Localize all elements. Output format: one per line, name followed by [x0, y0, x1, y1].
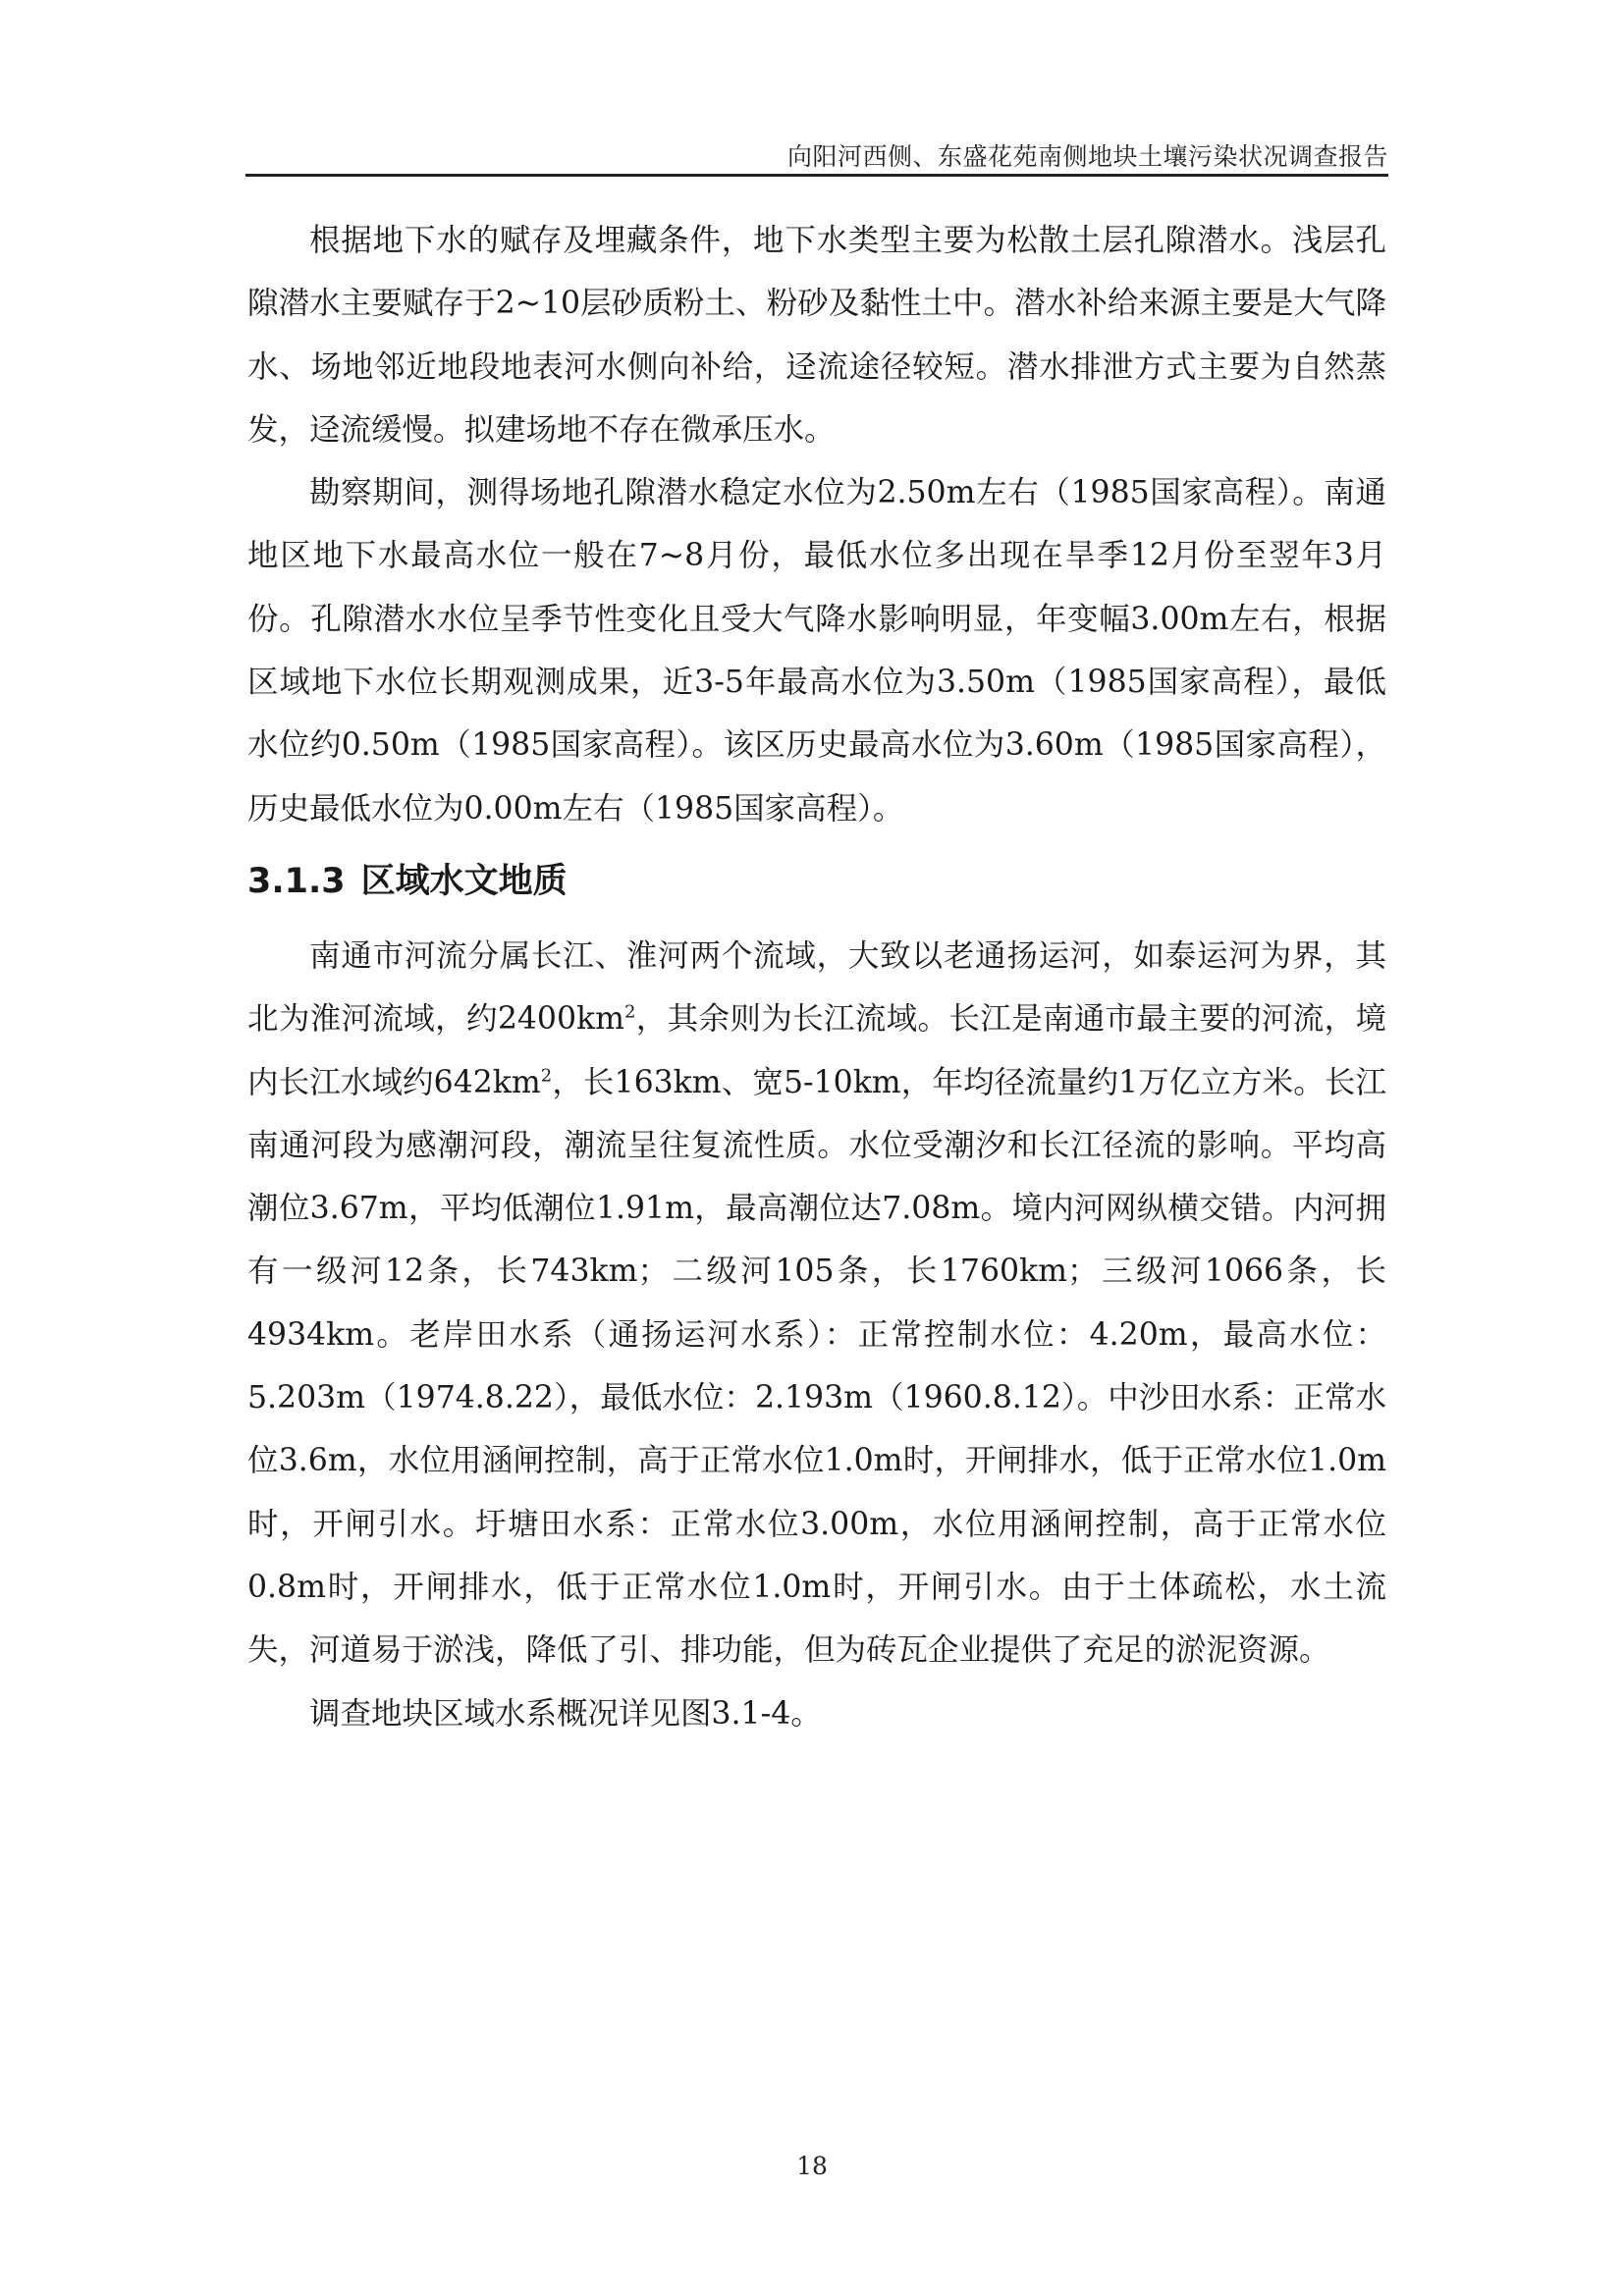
superscript: 2 [623, 1001, 636, 1023]
header-rule [245, 174, 1388, 177]
page-body [247, 209, 1386, 1745]
running-header: 向阳河西侧、东盛花苑南侧地块土壤污染状况调查报告 [786, 142, 1388, 171]
section-heading [247, 854, 1386, 909]
text-run: ，其余则为长江流域。长江是南通市最主要的河流，境内长江水域约642km [247, 1001, 1386, 1100]
superscript: 2 [540, 1065, 553, 1087]
section-title: 区域水文地质 [360, 861, 568, 901]
paragraph-groundwater-levels: 勘察期间，测得场地孔隙潜水稳定水位为2.50m左右（1985国家高程）。南通地区地下水最高水位一般在7~8月份，最低水位多出现在旱季12月份至翌年3月份。孔隙潜水水位呈季节性变化且受大气降水影响明显，年变幅3.00m左右，根据区域地下水位长期观测成果，近3-5年最高水位为3.50m（1985国家高程），最低水位约0.50m（1985国家高程）。该区历史最高水位为3.60m（1985国家高程），历史最低水位为0.00m左右（1985国家高程）。 [247, 475, 1386, 827]
text-run: ，长163km、宽5-10km，年均径流量约1万亿立方米。长江南通河段为感潮河段，潮流呈往复流性质。水位受潮汐和长江径流的影响。平均高潮位3.67m，平均低潮位1.91m，最高潮位达7.08m。境内河网纵横交错。内河拥有一级河12条，长743km；二级河105条，长1760km；三级河1066条，长4934km。老岸田水系（通扬运河水系）：正常控制水位：4.20m，最高水位：5.203m（1974.8.22），最低水位：2.193m（1960.8.12）。中沙田水系：正常水位3.6m，水位用涵闸控制，高于正常水位1.0m时，开闸排水，低于正常水位1.0m时，开闸引水。圩塘田水系：正常水位3.00m，水位用涵闸控制，高于正常水位0.8m时，开闸排水，低于正常水位1.0m时，开闸引水。由于土体疏松，水土流失，河道易于淤浅，降低了引、排功能，但为砖瓦企业提供了充足的淤泥资源。 [247, 1064, 1386, 1669]
paragraph-groundwater-type: 根据地下水的赋存及埋藏条件，地下水类型主要为松散土层孔隙潜水。浅层孔隙潜水主要赋存于2~10层砂质粉土、粉砂及黏性土中。潜水补给来源主要是大气降水、场地邻近地段地表河水侧向补给，迳流途径较短。潜水排泄方式主要为自然蒸发，迳流缓慢。拟建场地不存在微承压水。 [247, 223, 1386, 448]
paragraph-regional-hydrology [247, 925, 1386, 1682]
paragraph-figure-reference: 调查地块区域水系概况详见图3.1-4。 [309, 1695, 822, 1732]
text-run: 南通市河流分属长江、淮河两个流域，大致以老通扬运河，如泰运河为界，其北为淮河流域，约2400km [247, 937, 1386, 1038]
page-number: 18 [796, 2152, 828, 2180]
section-number: 3.1.3 [247, 861, 346, 901]
